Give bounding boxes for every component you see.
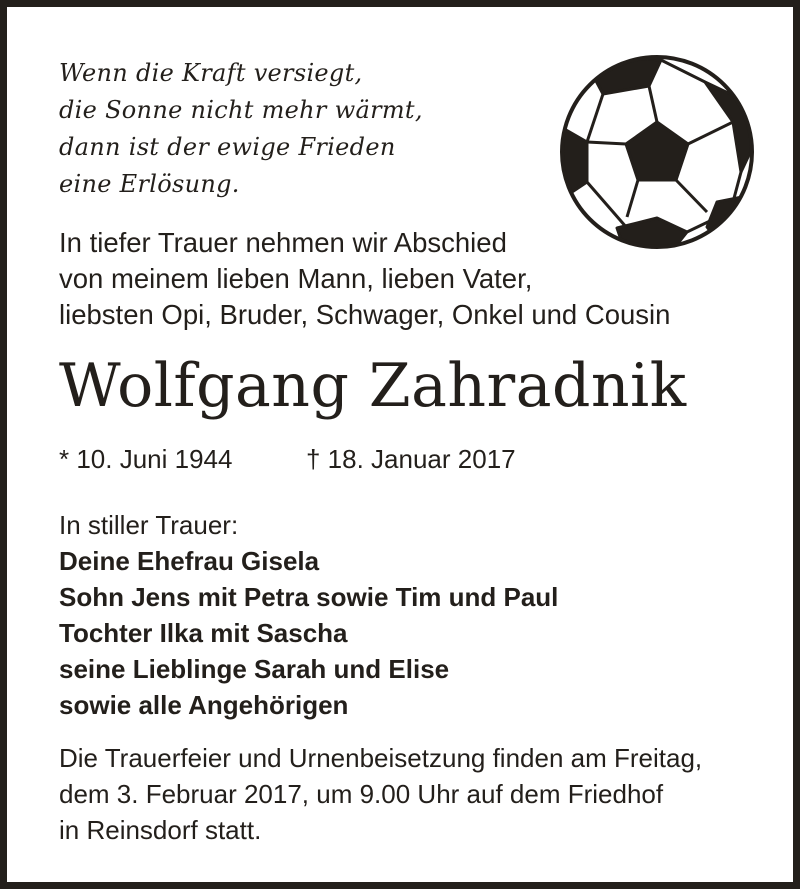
poem-line: dann ist der ewige Frieden xyxy=(59,133,396,161)
deceased-name: Wolfgang Zahradnik xyxy=(59,351,687,421)
life-dates xyxy=(59,441,516,477)
farewell-intro xyxy=(59,225,670,333)
poem-line: Wenn die Kraft versiegt, xyxy=(59,59,363,87)
intro-line: von meinem lieben Mann, lieben Vater, xyxy=(59,263,533,294)
birth-date: * 10. Juni 1944 xyxy=(59,444,233,474)
poem-verse xyxy=(59,55,423,203)
mourner-entry: Deine Ehefrau Gisela xyxy=(59,546,320,576)
mourner-entry: Tochter Ilka mit Sascha xyxy=(59,618,348,648)
funeral-info xyxy=(59,740,702,848)
funeral-info-line: Die Trauerfeier und Urnenbeisetzung finden am Freitag, xyxy=(59,743,703,773)
mourner-entry: sowie alle Angehörigen xyxy=(59,690,349,720)
mourner-entry: seine Lieblinge Sarah und Elise xyxy=(59,654,450,684)
funeral-info-line: dem 3. Februar 2017, um 9.00 Uhr auf dem Friedhof xyxy=(59,779,664,809)
mourner-entry: Sohn Jens mit Petra sowie Tim und Paul xyxy=(59,582,559,612)
poem-line: eine Erlösung. xyxy=(59,170,240,198)
funeral-info-line: in Reinsdorf statt. xyxy=(59,815,262,845)
death-date: † 18. Januar 2017 xyxy=(306,444,516,474)
soccer-ball-icon xyxy=(557,52,757,252)
intro-line: liebsten Opi, Bruder, Schwager, Onkel und Cousin xyxy=(59,299,671,330)
mourners-heading: In stiller Trauer: xyxy=(59,510,239,540)
intro-line: In tiefer Trauer nehmen wir Abschied xyxy=(59,227,507,258)
mourners-list xyxy=(59,507,558,723)
poem-line: die Sonne nicht mehr wärmt, xyxy=(59,96,423,124)
